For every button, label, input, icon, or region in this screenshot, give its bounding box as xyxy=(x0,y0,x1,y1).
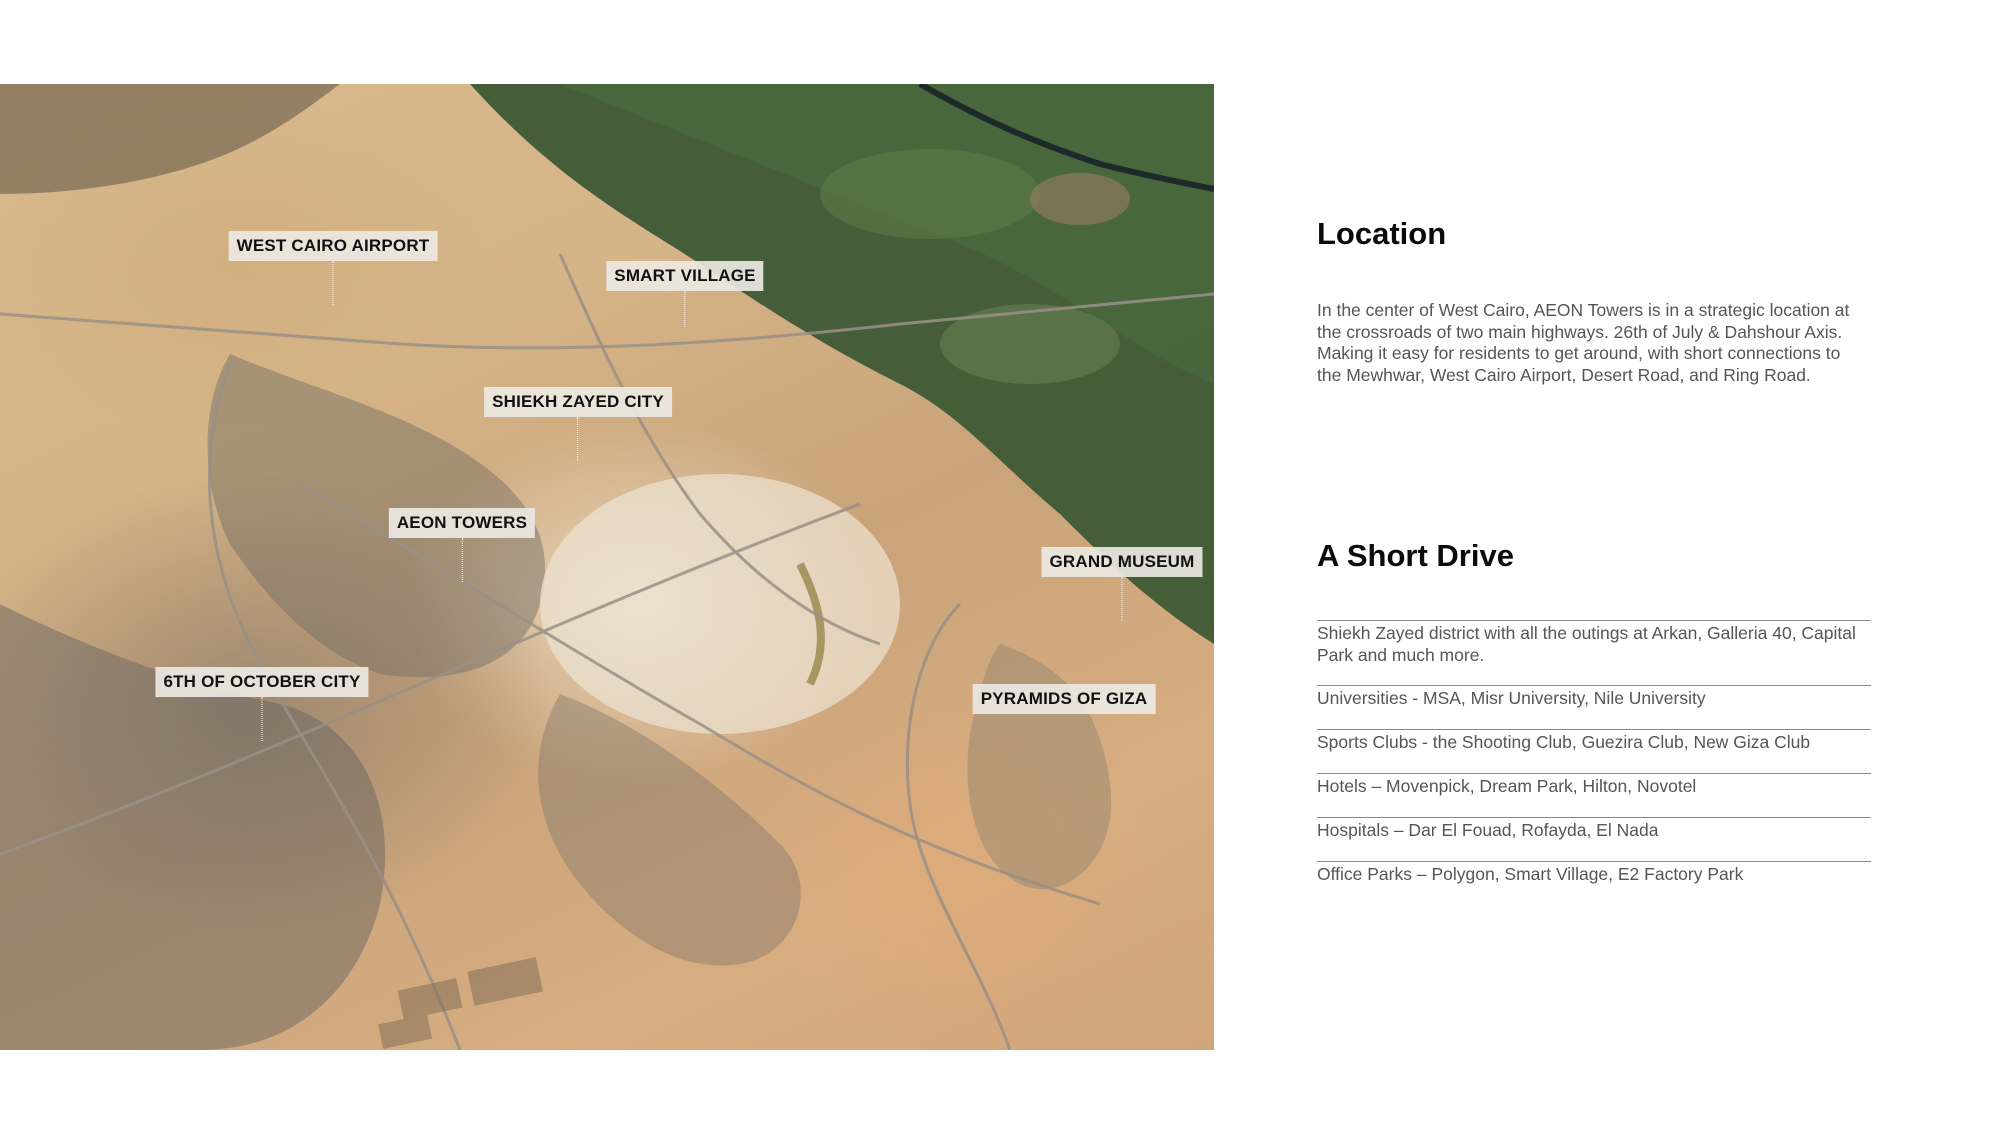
location-description: In the center of West Cairo, AEON Towers is in a strategic location at the crossroads of two main highways. 26th of July & Dahshour Axis. Making it easy for residents to get around, with short connections to the Mewhwar, West Cairo Airport, Desert Road, and Ring Road. xyxy=(1317,300,1850,385)
list-item: Hospitals – Dar El Fouad, Rofayda, El Nada xyxy=(1317,817,1871,861)
list-item: Sports Clubs - the Shooting Club, Guezira Club, New Giza Club xyxy=(1317,729,1871,773)
callout-shiekh-zayed-city xyxy=(484,387,672,461)
satellite-map xyxy=(0,84,1214,1050)
callout-aeon-towers xyxy=(389,508,535,582)
list-item: Hotels – Movenpick, Dream Park, Hilton, Novotel xyxy=(1317,773,1871,817)
list-item: Office Parks – Polygon, Smart Village, E2 Factory Park xyxy=(1317,861,1871,905)
callout-grand-museum xyxy=(1041,547,1202,621)
callout-6th-of-october-city xyxy=(155,667,368,741)
map-label-smart-village: SMART VILLAGE xyxy=(606,261,763,291)
leader-line xyxy=(462,538,463,582)
map-label-grand-museum: GRAND MUSEUM xyxy=(1041,547,1202,577)
list-item: Universities - MSA, Misr University, Nile University xyxy=(1317,685,1871,729)
location-heading: Location xyxy=(1317,216,1447,251)
leader-line xyxy=(685,291,686,327)
leader-line xyxy=(1121,577,1122,621)
leader-line xyxy=(577,417,578,461)
short-drive-list xyxy=(1317,620,1871,905)
map-label-6th-of-october-city: 6TH OF OCTOBER CITY xyxy=(155,667,368,697)
callout-west-cairo-airport xyxy=(229,231,438,305)
map-label-west-cairo-airport: WEST CAIRO AIRPORT xyxy=(229,231,438,261)
map-label-pyramids-of-giza: PYRAMIDS OF GIZA xyxy=(973,684,1156,714)
map-label-shiekh-zayed-city: SHIEKH ZAYED CITY xyxy=(484,387,672,417)
leader-line xyxy=(261,697,262,741)
map-terrain xyxy=(0,84,1214,1050)
short-drive-heading: A Short Drive xyxy=(1317,538,1514,573)
leader-line xyxy=(333,261,334,305)
list-item: Shiekh Zayed district with all the outings at Arkan, Galleria 40, Capital Park and much more. xyxy=(1317,620,1871,685)
callout-smart-village xyxy=(606,261,763,327)
callout-pyramids-of-giza xyxy=(973,684,1156,714)
map-label-aeon-towers: AEON TOWERS xyxy=(389,508,535,538)
